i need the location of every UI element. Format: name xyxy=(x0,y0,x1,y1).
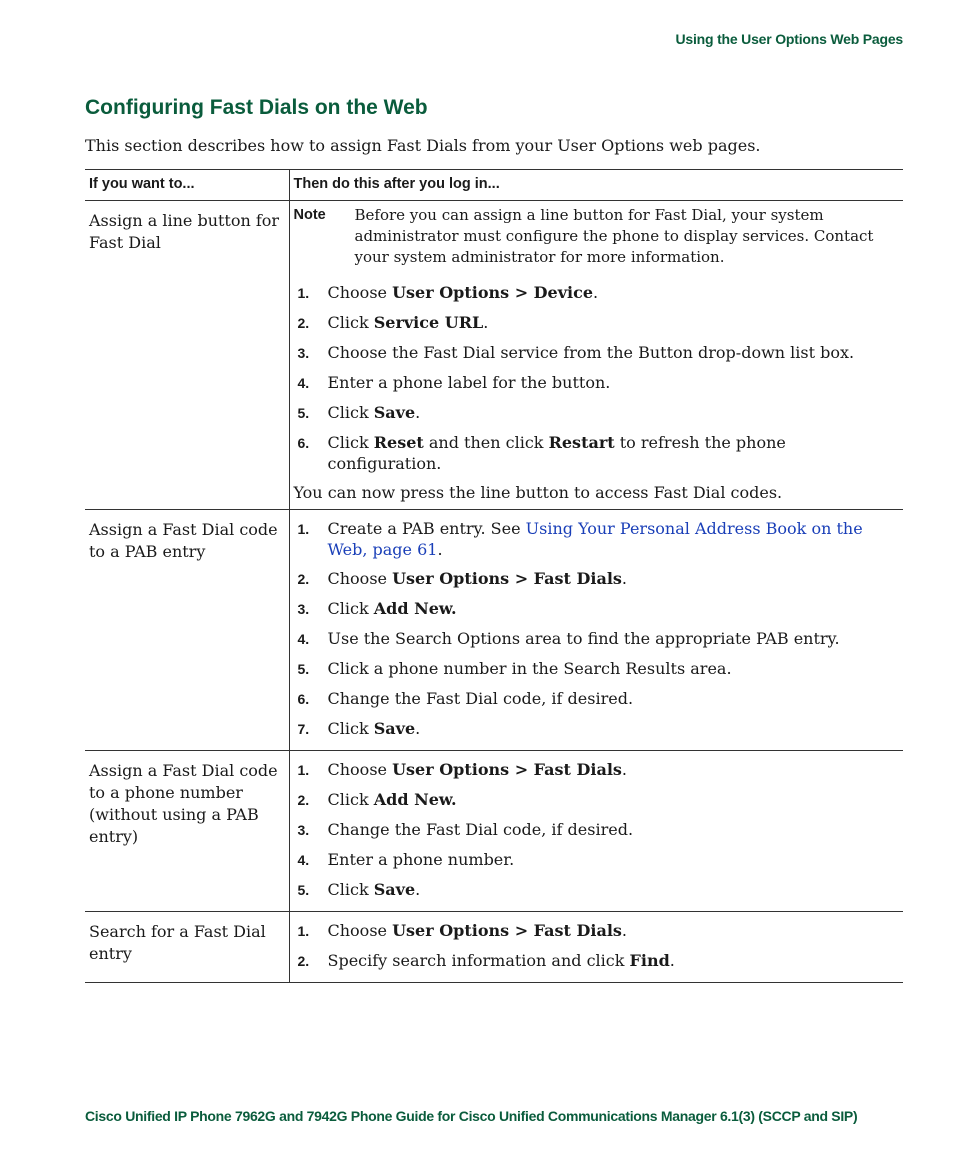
step-emphasis: Add New. xyxy=(373,599,457,618)
step-fragment: Change the Fast Dial code, if desired. xyxy=(327,820,634,839)
step-fragment: Click xyxy=(327,719,374,738)
list-item xyxy=(294,514,900,564)
step-fragment: . xyxy=(415,719,421,738)
step-number: 5. xyxy=(297,661,310,677)
step-text xyxy=(328,628,900,650)
list-item xyxy=(294,785,900,815)
list-item xyxy=(294,338,900,368)
step-fragment: Enter a phone label for the button. xyxy=(327,373,611,392)
step-text xyxy=(328,372,900,394)
action-cell xyxy=(289,912,903,983)
step-text xyxy=(328,920,900,942)
step-text xyxy=(328,879,900,901)
step-fragment: . xyxy=(415,403,421,422)
table-row xyxy=(85,510,903,751)
step-number: 3. xyxy=(297,822,310,838)
step-fragment: Choose the Fast Dial service from the Button drop-down list box. xyxy=(327,343,855,362)
list-item xyxy=(294,654,900,684)
step-list xyxy=(294,278,900,478)
step-text xyxy=(328,819,900,841)
table-row xyxy=(85,912,903,983)
section-title: Configuring Fast Dials on the Web xyxy=(85,96,428,119)
step-emphasis: Save xyxy=(373,880,416,899)
list-item xyxy=(294,564,900,594)
step-fragment: . xyxy=(415,880,421,899)
step-number: 2. xyxy=(297,953,310,969)
step-number: 5. xyxy=(297,882,310,898)
list-item xyxy=(294,714,900,744)
step-fragment: Choose xyxy=(327,760,393,779)
step-fragment: Click xyxy=(327,790,374,809)
step-emphasis: Find xyxy=(629,951,670,970)
step-text xyxy=(328,568,900,590)
step-text xyxy=(328,658,900,680)
step-number: 4. xyxy=(297,852,310,868)
step-text xyxy=(328,849,900,871)
list-item xyxy=(294,916,900,946)
step-number: 4. xyxy=(297,375,310,391)
list-item xyxy=(294,684,900,714)
step-emphasis: Save xyxy=(373,403,416,422)
list-item xyxy=(294,624,900,654)
step-number: 1. xyxy=(297,285,310,301)
action-cell xyxy=(289,751,903,912)
list-item xyxy=(294,755,900,785)
task-cell: Assign a Fast Dial code to a PAB entry xyxy=(85,510,289,751)
step-number: 3. xyxy=(297,345,310,361)
section-intro: This section describes how to assign Fast Dials from your User Options web pages. xyxy=(85,136,761,155)
step-fragment: . xyxy=(437,540,443,559)
note-label: Note xyxy=(293,207,326,223)
list-item xyxy=(294,398,900,428)
page-footer: Cisco Unified IP Phone 7962G and 7942G Phone Guide for Cisco Unified Communications Manager 6.1(3) (SCCP and SIP) xyxy=(85,1108,858,1124)
step-text xyxy=(328,312,900,334)
step-text xyxy=(328,598,900,620)
step-fragment: Click xyxy=(327,313,374,332)
step-text xyxy=(328,518,900,560)
list-item xyxy=(294,368,900,398)
step-emphasis: Add New. xyxy=(373,790,457,809)
list-item xyxy=(294,815,900,845)
step-list xyxy=(294,755,900,905)
step-number: 1. xyxy=(297,521,310,537)
list-item xyxy=(294,428,900,478)
running-header: Using the User Options Web Pages xyxy=(675,31,903,47)
step-list xyxy=(294,514,900,744)
step-number: 1. xyxy=(297,762,310,778)
step-text xyxy=(328,950,900,972)
step-fragment: to refresh the phone configuration. xyxy=(327,433,786,473)
step-emphasis: Service URL xyxy=(373,313,484,332)
step-fragment: Enter a phone number. xyxy=(327,850,515,869)
step-number: 4. xyxy=(297,631,310,647)
action-cell xyxy=(289,201,903,510)
step-emphasis: User Options > Fast Dials xyxy=(392,921,622,940)
step-number: 2. xyxy=(297,571,310,587)
table-header-row xyxy=(85,170,903,201)
task-cell: Search for a Fast Dial entry xyxy=(85,912,289,983)
list-item xyxy=(294,594,900,624)
task-cell: Assign a Fast Dial code to a phone number (without using a PAB entry) xyxy=(85,751,289,912)
step-text xyxy=(328,402,900,424)
step-emphasis: Restart xyxy=(548,433,615,452)
step-fragment: . xyxy=(593,283,599,302)
step-fragment: Click xyxy=(327,433,374,452)
step-fragment: Click a phone number in the Search Results area. xyxy=(327,659,732,678)
step-fragment: Choose xyxy=(327,569,393,588)
step-emphasis: User Options > Fast Dials xyxy=(392,569,622,588)
task-cell: Assign a line button for Fast Dial xyxy=(85,201,289,510)
column-header-task: If you want to... xyxy=(85,170,289,201)
step-emphasis: Save xyxy=(373,719,416,738)
step-emphasis: User Options > Device xyxy=(392,283,594,302)
step-fragment: . xyxy=(621,921,627,940)
step-number: 2. xyxy=(297,315,310,331)
step-text xyxy=(328,718,900,740)
step-list xyxy=(294,916,900,976)
step-number: 3. xyxy=(297,601,310,617)
step-number: 5. xyxy=(297,405,310,421)
step-text xyxy=(328,688,900,710)
action-cell xyxy=(289,510,903,751)
note-block xyxy=(294,205,900,268)
column-header-action: Then do this after you log in... xyxy=(289,170,903,201)
step-number: 6. xyxy=(297,435,310,451)
note-text: Before you can assign a line button for Fast Dial, your system administrator must configure the phone to display services. Contact your system administrator for more information. xyxy=(354,206,874,266)
step-fragment: and then click xyxy=(423,433,549,452)
list-item xyxy=(294,875,900,905)
list-item xyxy=(294,845,900,875)
cross-reference-link[interactable]: Using Your Personal Address Book on the Web, page 61 xyxy=(327,519,863,559)
step-fragment: . xyxy=(483,313,489,332)
table-row xyxy=(85,751,903,912)
step-text xyxy=(328,342,900,364)
step-text xyxy=(328,789,900,811)
result-text: You can now press the line button to access Fast Dial codes. xyxy=(293,483,783,502)
step-text xyxy=(328,282,900,304)
list-item xyxy=(294,946,900,976)
step-fragment: . xyxy=(621,569,627,588)
table-row xyxy=(85,201,903,510)
step-fragment: . xyxy=(621,760,627,779)
list-item xyxy=(294,308,900,338)
step-fragment: . xyxy=(669,951,675,970)
step-fragment: Choose xyxy=(327,921,393,940)
step-emphasis: Reset xyxy=(373,433,424,452)
step-text xyxy=(328,759,900,781)
step-fragment: Choose xyxy=(327,283,393,302)
list-item xyxy=(294,278,900,308)
step-text xyxy=(328,432,900,474)
step-fragment: Change the Fast Dial code, if desired. xyxy=(327,689,634,708)
step-number: 1. xyxy=(297,923,310,939)
step-fragment: Click xyxy=(327,880,374,899)
step-number: 7. xyxy=(297,721,310,737)
fast-dial-table xyxy=(85,169,903,983)
step-emphasis: User Options > Fast Dials xyxy=(392,760,622,779)
step-fragment: Create a PAB entry. See xyxy=(327,519,526,538)
step-fragment: Use the Search Options area to find the appropriate PAB entry. xyxy=(327,629,840,648)
step-fragment: Specify search information and click xyxy=(327,951,630,970)
step-fragment: Click xyxy=(327,599,374,618)
step-fragment: Click xyxy=(327,403,374,422)
step-number: 6. xyxy=(297,691,310,707)
step-number: 2. xyxy=(297,792,310,808)
